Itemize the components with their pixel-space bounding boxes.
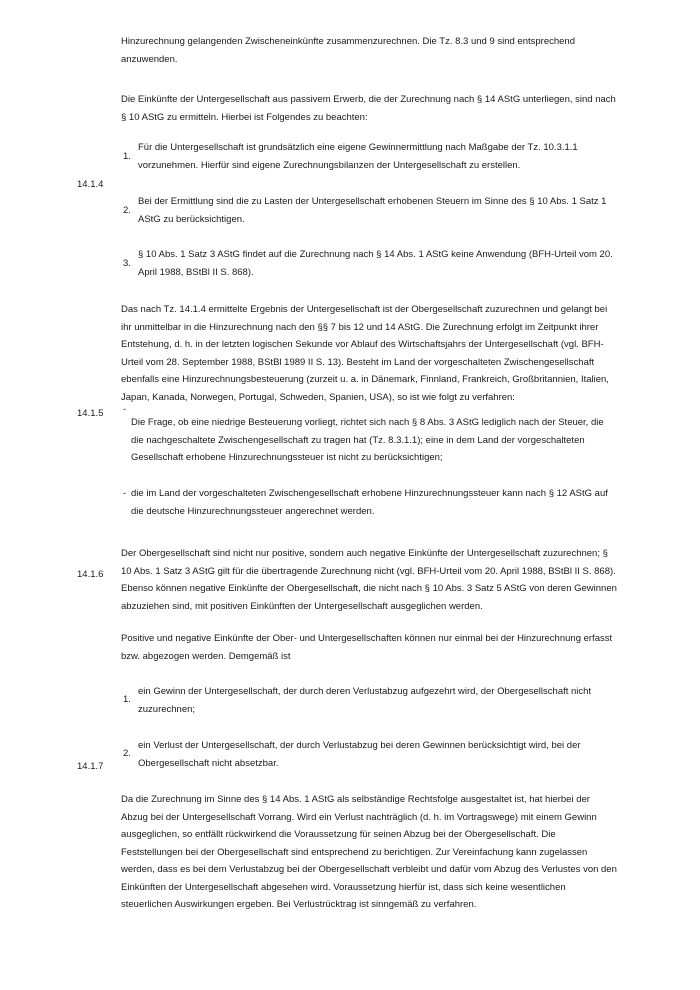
list-item-1b: ein Gewinn der Untergesellschaft, der durch deren Verlustabzug aufgezehrt wird, der Obergesellschaft nicht zuzurechnen;	[138, 686, 592, 715]
section-number-14-1-4: 14.1.4	[77, 179, 104, 190]
dash-marker-1: -	[123, 404, 127, 415]
paragraph-intro-tail: Hinzurechnung gelangenden Zwischeneinkünfte zusammenzurechnen. Die Tz. 8.3 und 9 sind entsprechend anzuwenden.	[121, 36, 576, 65]
section-14-1-6-text: Der Obergesellschaft sind nicht nur positive, sondern auch negative Einkünfte der Untergesellschaft zuzurechnen; § 10 Abs. 1 Satz 3 AStG gilt für die übertragende Zurechnung nicht (vgl. BFH-Urteil vom 20. April 1988, BStBl II S. 868). Ebenso können negative Einkünfte der Obergesellschaft, die nicht nach § 10 Abs. 3 Satz 5 AStG von deren Gewinnen abzuziehen sind, mit positiven Einkünften der Untergesellschaft ausgeglichen werden.	[121, 548, 617, 612]
section-14-1-7-closing: Da die Zurechnung im Sinne des § 14 Abs. 1 AStG als selbständige Rechtsfolge ausgestaltet ist, hat hierbei der Abzug bei der Untergesellschaft Vorrang. Wird ein Verlust nachträglich (d. h. im Vortragswege) mit einem Gewinn ausgeglichen, so entfällt rückwirkend die Voraussetzung für seinen Abzug bei der Obergesellschaft. Die Feststellungen bei der Obergesellschaft sind entsprechend zu berichtigen. Zur Vereinfachung kann zugelassen werden, dass es bei dem Verlustabzug bei der Obergesellschaft verbleibt und dafür vom Abzug des Verlustes von den Einkünften der Untergesellschaft abgesehen wird. Voraussetzung hierfür ist, dass sich keine wesentlichen steuerlichen Auswirkungen ergeben. Bei Verlustrücktrag ist sinngemäß zu verfahren.	[121, 794, 617, 910]
section-14-1-7-intro: Positive und negative Einkünfte der Ober- und Untergesellschaften können nur einmal bei der Hinzurechnung erfasst bzw. abgezogen werden. Demgemäß ist	[121, 633, 613, 662]
dash-item-2: die im Land der vorgeschalteten Zwischengesellschaft erhobene Hinzurechnungssteuer kann nach § 12 AStG auf die deutsche Hinzurechnungssteuer angerechnet werden.	[131, 488, 608, 517]
list-item-2b: ein Verlust der Untergesellschaft, der durch Verlustabzug bei deren Gewinnen berücksichtigt wird, bei der Obergesellschaft nicht absetzbar.	[138, 740, 581, 769]
section-number-14-1-6: 14.1.6	[77, 569, 104, 580]
list-marker-1: 1.	[123, 151, 131, 162]
list-item-3: § 10 Abs. 1 Satz 3 AStG findet auf die Zurechnung nach § 14 Abs. 1 AStG keine Anwendung (BFH-Urteil vom 20. April 1988, BStBl II S. 868).	[138, 249, 613, 278]
section-number-14-1-5: 14.1.5	[77, 408, 104, 419]
list-marker-3: 3.	[123, 258, 131, 269]
list-marker-2: 2.	[123, 205, 131, 216]
list-marker-1b: 1.	[123, 694, 131, 705]
list-item-2: Bei der Ermittlung sind die zu Lasten der Untergesellschaft erhobenen Steuern im Sinne des § 10 Abs. 1 Satz 1 AStG zu berücksichtigen.	[138, 196, 607, 225]
list-marker-2b: 2.	[123, 748, 131, 759]
dash-item-1: Die Frage, ob eine niedrige Besteuerung vorliegt, richtet sich nach § 8 Abs. 3 AStG lediglich nach der Steuer, die die nachgeschaltete Zwischengesellschaft zu tragen hat (Tz. 8.3.1.1); eine in dem Land der vorgeschalteten Gesellschaft erhobene Hinzurechnungssteuer ist nicht zu berücksichtigen;	[131, 417, 604, 463]
section-14-1-5-intro: Das nach Tz. 14.1.4 ermittelte Ergebnis der Untergesellschaft ist der Obergesellschaft zuzurechnen und gelangt bei ihr unmittelbar in die Hinzurechnung nach den §§ 7 bis 12 und 14 AStG. Die Zurechnung erfolgt im Zeitpunkt ihrer Entstehung, d. h. in der letzten logischen Sekunde vor Ablauf des Wirtschaftsjahrs der Untergesellschaft (vgl. BFH-Urteil vom 28. September 1988, BStBl 1989 II S. 13). Besteht im Land der vorgeschalteten Zwischengesellschaft ebenfalls eine Hinzurechnungsbesteuerung (zurzeit u. a. in Dänemark, Finnland, Frankreich, Großbritannien, Italien, Japan, Kanada, Norwegen, Portugal, Schweden, Spanien, USA), so ist wie folgt zu verfahren:	[121, 304, 609, 403]
section-14-1-4-intro: Die Einkünfte der Untergesellschaft aus passivem Erwerb, die der Zurechnung nach § 14 AStG unterliegen, sind nach § 10 AStG zu ermitteln. Hierbei ist Folgendes zu beachten:	[121, 94, 616, 123]
section-number-14-1-7: 14.1.7	[77, 761, 104, 772]
list-item-1: Für die Untergesellschaft ist grundsätzlich eine eigene Gewinnermittlung nach Maßgabe der Tz. 10.3.1.1 vorzunehmen. Hierfür sind eigene Zurechnungsbilanzen der Untergesellschaft zu erstellen.	[138, 142, 578, 171]
dash-marker-2: -	[123, 488, 127, 499]
